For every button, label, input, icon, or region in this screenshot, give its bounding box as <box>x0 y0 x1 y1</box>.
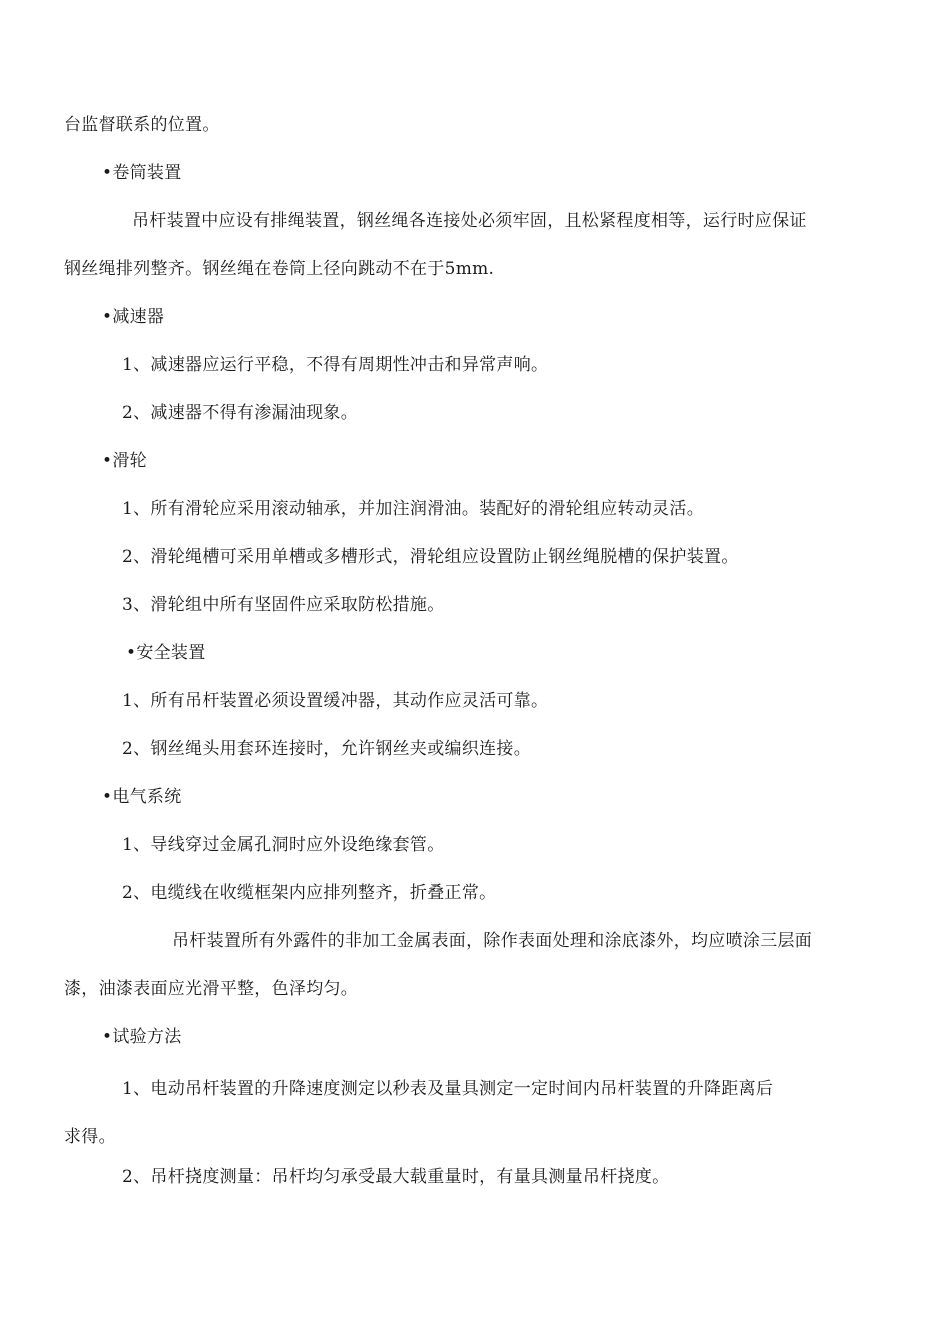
paragraph-line: 吊杆装置中应设有排绳装置，钢丝绳各连接处必须牢固，且松紧程度相等，运行时应保证 <box>132 211 807 231</box>
list-item: 1、所有滑轮应采用滚动轴承，并加注润滑油。装配好的滑轮组应转动灵活。 <box>122 499 705 519</box>
section-heading-reducer: •减速器 <box>102 307 165 327</box>
paragraph-line: 钢丝绳排列整齐。钢丝绳在卷筒上径向跳动不在于5mm. <box>64 259 495 279</box>
list-item: 2、吊杆挠度测量：吊杆均匀承受最大载重量时，有量具测量吊杆挠度。 <box>122 1167 670 1187</box>
list-item: 2、电缆线在收缆框架内应排列整齐，折叠正常。 <box>122 883 497 903</box>
paragraph-line: 漆，油漆表面应光滑平整，色泽均匀。 <box>64 979 359 999</box>
list-item: 1、所有吊杆装置必须设置缓冲器，其动作应灵活可靠。 <box>122 691 549 711</box>
paragraph-line: 求得。 <box>64 1127 116 1147</box>
paragraph-line: 吊杆装置所有外露件的非加工金属表面，除作表面处理和涂底漆外，均应喷涂三层面 <box>172 931 813 951</box>
section-heading-test-method: •试验方法 <box>102 1027 182 1047</box>
section-heading-electrical: •电气系统 <box>102 787 182 807</box>
list-item: 2、钢丝绳头用套环连接时，允许钢丝夹或编织连接。 <box>122 739 532 759</box>
list-item: 1、电动吊杆装置的升降速度测定以秒表及量具测定一定时间内吊杆装置的升降距离后 <box>122 1079 774 1099</box>
list-item: 1、导线穿过金属孔洞时应外设绝缘套管。 <box>122 835 445 855</box>
section-heading-pulley: •滑轮 <box>102 451 147 471</box>
list-item: 2、滑轮绳槽可采用单槽或多槽形式，滑轮组应设置防止钢丝绳脱槽的保护装置。 <box>122 547 739 567</box>
section-heading-drum: •卷筒装置 <box>102 163 182 183</box>
section-heading-safety: •安全装置 <box>126 643 206 663</box>
paragraph-line: 台监督联系的位置。 <box>64 115 220 135</box>
list-item: 3、滑轮组中所有坚固件应采取防松措施。 <box>122 595 445 615</box>
list-item: 2、减速器不得有渗漏油现象。 <box>122 403 359 423</box>
list-item: 1、减速器应运行平稳，不得有周期性冲击和异常声响。 <box>122 355 549 375</box>
